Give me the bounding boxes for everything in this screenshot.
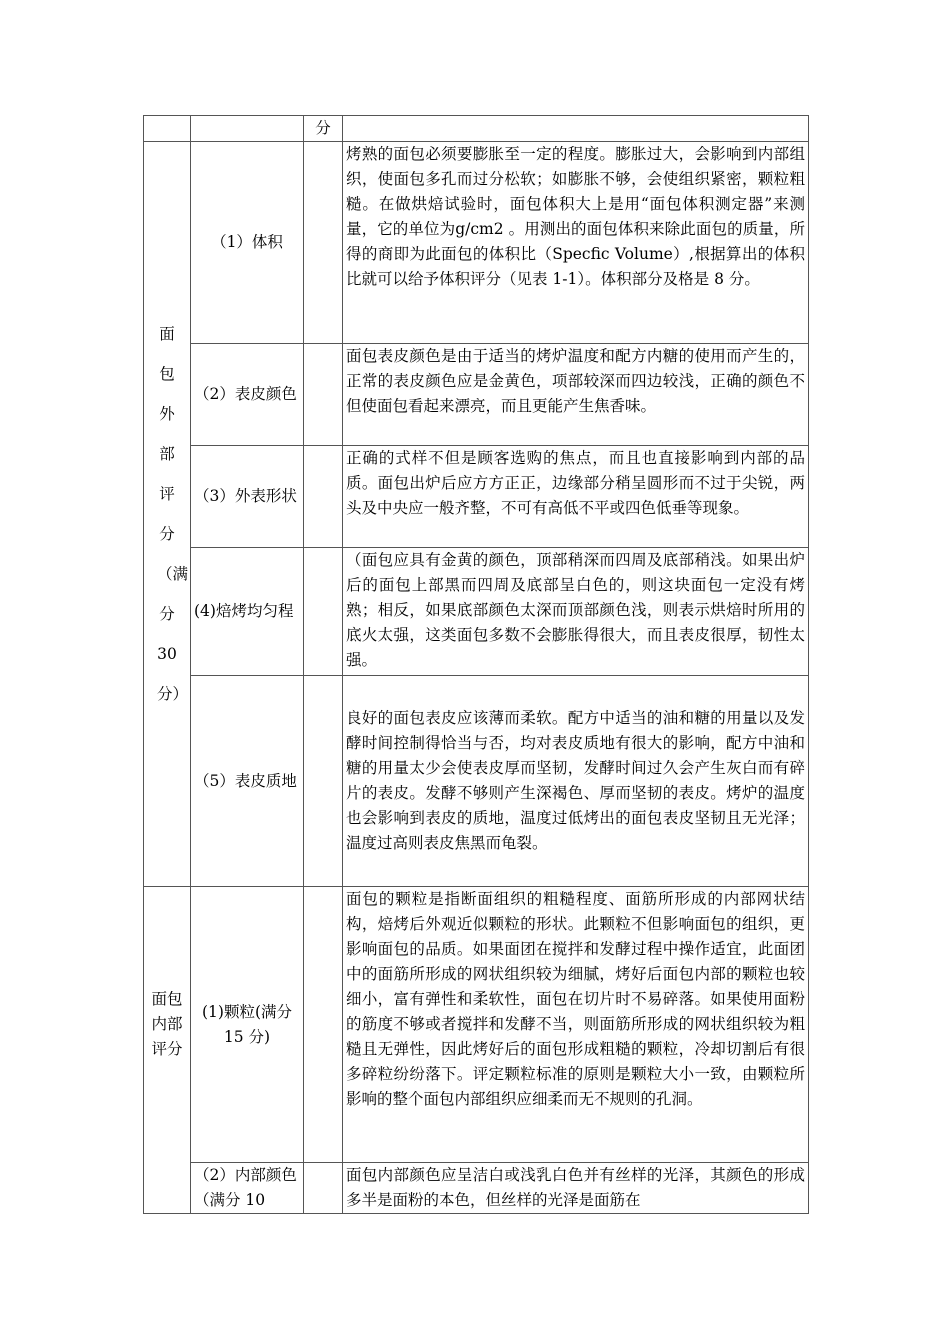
header-cell-item [191, 116, 304, 142]
table-row [144, 676, 809, 887]
item-label-cell: （1）体积 [191, 142, 304, 344]
table-row [144, 142, 809, 344]
category-label: 面包外部评分（满分30分） [157, 325, 189, 703]
item-description: 烤熟的面包必须要膨胀至一定的程度。膨胀过大，会影响到内部组织，使面包多孔而过分松软；如膨胀不够，会使组织紧密，颗粒粗糙。在做烘焙试验时，面包体积大上是用“面包体积测定器”来测量，它的单位为g/cm2 。用测出的面包体积来除此面包的质量，所得的商即为此面包的体积比（Specfic Volume）,根据算出的体积比就可以给予体积评分（见表 1-1）。体积部分及格是 8 分。 [343, 142, 809, 344]
header-cell-category [144, 116, 191, 142]
item-label-cell: （3）外表形状 [191, 446, 304, 548]
item-label-cell: （2）表皮颜色 [191, 344, 304, 446]
table-row [144, 344, 809, 446]
item-label-cell: (4)焙烤均匀程 [191, 548, 304, 676]
table-row [144, 887, 809, 1163]
table-row [144, 446, 809, 548]
score-cell [304, 1163, 343, 1214]
evaluation-table [143, 115, 809, 1214]
score-cell [304, 344, 343, 446]
header-cell-desc [343, 116, 809, 142]
header-row [144, 116, 809, 142]
score-cell [304, 142, 343, 344]
category-label: 面包内部评分 [151, 990, 183, 1058]
category-cell-external [144, 142, 191, 887]
item-description: 良好的面包表皮应该薄而柔软。配方中适当的油和糖的用量以及发酵时间控制得恰当与否，均对表皮质地有很大的影响，配方中油和糖的用量太少会使表皮厚而坚韧，发酵时间过久会产生灰白而有碎片的表皮。发酵不够则产生深褐色、厚而坚韧的表皮。烤炉的温度也会影响到表皮的质地，温度过低烤出的面包表皮坚韧且无光泽；温度过高则表皮焦黑而龟裂。 [343, 676, 809, 887]
score-cell [304, 548, 343, 676]
table-row [144, 548, 809, 676]
item-description: 正确的式样不但是顾客选购的焦点，而且也直接影响到内部的品质。面包出炉后应方方正正，边缘部分稍呈圆形而不过于尖锐，两头及中央应一般齐整，不可有高低不平或四色低垂等现象。 [343, 446, 809, 548]
item-description: 面包表皮颜色是由于适当的烤炉温度和配方内糖的使用而产生的，正常的表皮颜色应是金黄色，项部较深而四边较浅，正确的颜色不但使面包看起来漂亮，而且更能产生焦香味。 [343, 344, 809, 446]
score-cell [304, 676, 343, 887]
table-row [144, 1163, 809, 1214]
header-cell-score: 分 [304, 116, 343, 142]
item-label-cell: (1)颗粒(满分 15 分) [191, 887, 304, 1163]
item-description: 面包的颗粒是指断面组织的粗糙程度、面筋所形成的内部网状结构，焙烤后外观近似颗粒的形状。此颗粒不但影响面包的组织，更影响面包的品质。如果面团在搅拌和发酵过程中操作适宜，此面团中的面筋所形成的网状组织较为细腻，烤好后面包内部的颗粒也较细小，富有弹性和柔软性，面包在切片时不易碎落。如果使用面粉的筋度不够或者搅拌和发酵不当，则面筋所形成的网状组织较为粗糙且无弹性，因此烤好后的面包形成粗糙的颗粒，冷却切割后有很多碎粒纷纷落下。评定颗粒标准的原则是颗粒大小一致，由颗粒所影响的整个面包内部组织应细柔而无不规则的孔洞。 [343, 887, 809, 1163]
item-label-cell: （5）表皮质地 [191, 676, 304, 887]
item-description: （面包应具有金黄的颜色，顶部稍深而四周及底部稍浅。如果出炉后的面包上部黑而四周及底部呈白色的，则这块面包一定没有烤熟；相反，如果底部颜色太深而顶部颜色浅，则表示烘焙时所用的底火太强，这类面包多数不会膨胀得很大，而且表皮很厚，韧性太强。 [343, 548, 809, 676]
item-label-cell: （2）内部颜色（满分 10 [191, 1163, 304, 1214]
score-cell [304, 446, 343, 548]
item-description: 面包内部颜色应呈洁白或浅乳白色并有丝样的光泽，其颜色的形成多半是面粉的本色，但丝样的光泽是面筋在 [343, 1163, 809, 1214]
score-cell [304, 887, 343, 1163]
category-cell-internal [144, 887, 191, 1214]
